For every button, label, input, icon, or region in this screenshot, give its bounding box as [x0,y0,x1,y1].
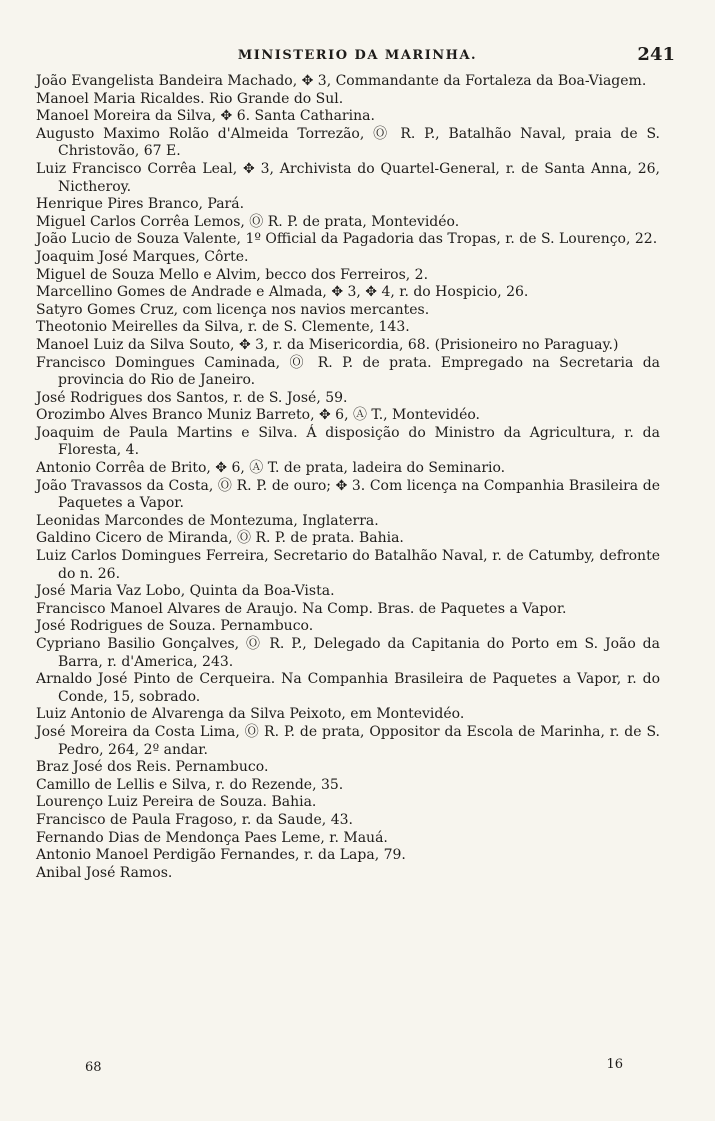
list-entry: João Evangelista Bandeira Machado, ✥ 3, Commandante da Fortaleza da Boa-Viagem. [36,73,647,89]
list-entry: Braz José dos Reis. Pernambuco. [36,759,269,776]
list-entry: Manoel Luiz da Silva Souto, ✥ 3, r. da Misericordia, 68. (Prisioneiro no Paraguay.) [36,336,619,353]
list-entry: Manoel Moreira da Silva, ✥ 6. Santa Catharina. [36,108,375,125]
list-entry: Satyro Gomes Cruz, com licença nos navios mercantes. [36,301,430,318]
list-entry: Lourenço Luiz Pereira de Souza. Bahia. [36,794,317,811]
list-entry: Antonio Manoel Perdigão Fernandes, r. da Lapa, 79. [36,847,406,864]
list-entry: Theotonio Meirelles da Silva, r. de S. Clemente, 143. [36,319,410,336]
list-entry: Joaquim José Marques, Côrte. [36,248,249,265]
list-entry: Fernando Dias de Mendonça Paes Leme, r. Mauá. [36,829,388,846]
list-entry: Galdino Cicero de Miranda, Ⓞ R. P. de prata. Bahia. [36,530,404,547]
list-entry: Manoel Maria Ricaldes. Rio Grande do Sul. [36,90,344,107]
list-entry: José Rodrigues dos Santos, r. de S. José, 59. [36,389,348,406]
list-entry: Arnaldo José Pinto de Cerqueira. Na Companhia Brasileira de Paquetes a Vapor, r. do Conde, 15, sobrado. [36,671,660,705]
page-number: 241 [637,44,675,65]
list-entry: Luiz Antonio de Alvarenga da Silva Peixoto, em Montevidéo. [36,706,465,723]
list-entry: Miguel Carlos Corrêa Lemos, Ⓞ R. P. de prata, Montevidéo. [36,213,460,230]
list-entry: Orozimbo Alves Branco Muniz Barreto, ✥ 6, Ⓐ T., Montevidéo. [36,407,481,424]
page-header [0,44,715,70]
list-entry: Luiz Francisco Corrêa Leal, ✥ 3, Archivista do Quartel-General, r. de Santa Anna, 26, Nictheroy. [36,160,660,195]
list-entry: Joaquim de Paula Martins e Silva. Á disposição do Ministro da Agricultura, r. da Floresta, 4. [36,424,660,459]
list-entry: Francisco Manoel Alvares de Araujo. Na Comp. Bras. de Paquetes a Vapor. [36,600,567,617]
list-entry: Cypriano Basilio Gonçalves, Ⓞ R. P., Delegado da Capitania do Porto em S. João da Barra, r. d'America, 243. [36,636,660,670]
list-entry: Miguel de Souza Mello e Alvim, becco dos Ferreiros, 2. [36,266,429,283]
list-entry: Augusto Maximo Rolão d'Almeida Torrezão, Ⓞ R. P., Batalhão Naval, praia de S. Christovão, 67 E. [36,125,660,160]
list-entry: Henrique Pires Branco, Pará. [36,196,245,213]
list-entry: Francisco Domingues Caminada, Ⓞ R. P. de prata. Empregado na Secretaria da provincia do Rio de Janeiro. [36,354,660,389]
list-entry: Francisco de Paula Fragoso, r. da Saude, 43. [36,811,353,828]
list-entry: Luiz Carlos Domingues Ferreira, Secretario do Batalhão Naval, r. de Catumby, defronte do n. 26. [36,548,660,582]
officer-list [36,73,660,882]
list-entry: José Rodrigues de Souza. Pernambuco. [36,618,314,635]
list-entry: Antonio Corrêa de Brito, ✥ 6, Ⓐ T. de prata, ladeira do Seminario. [36,460,506,477]
list-entry: Marcellino Gomes de Andrade e Almada, ✥ 3, ✥ 4, r. do Hospicio, 26. [36,284,529,301]
list-entry: João Travassos da Costa, Ⓞ R. P. de ouro; ✥ 3. Com licença na Companhia Brasileira de Paquetes a Vapor. [36,477,660,512]
signature-mark-right: 16 [606,1057,623,1072]
list-entry: Leonidas Marcondes de Montezuma, Inglaterra. [36,512,379,529]
list-entry: Anibal José Ramos. [36,864,173,881]
list-entry: Camillo de Lellis e Silva, r. do Rezende, 35. [36,776,344,793]
list-entry: José Maria Vaz Lobo, Quinta da Boa-Vista. [36,583,335,600]
list-entry: José Moreira da Costa Lima, Ⓞ R. P. de prata, Oppositor da Escola de Marinha, r. de S. Pedro, 264, 2º andar. [36,723,660,758]
signature-mark-left: 68 [85,1060,102,1075]
list-entry: João Lucio de Souza Valente, 1º Official da Pagadoria das Tropas, r. de S. Lourenço, 22. [36,231,658,248]
running-title: MINISTERIO DA MARINHA. [237,48,478,63]
